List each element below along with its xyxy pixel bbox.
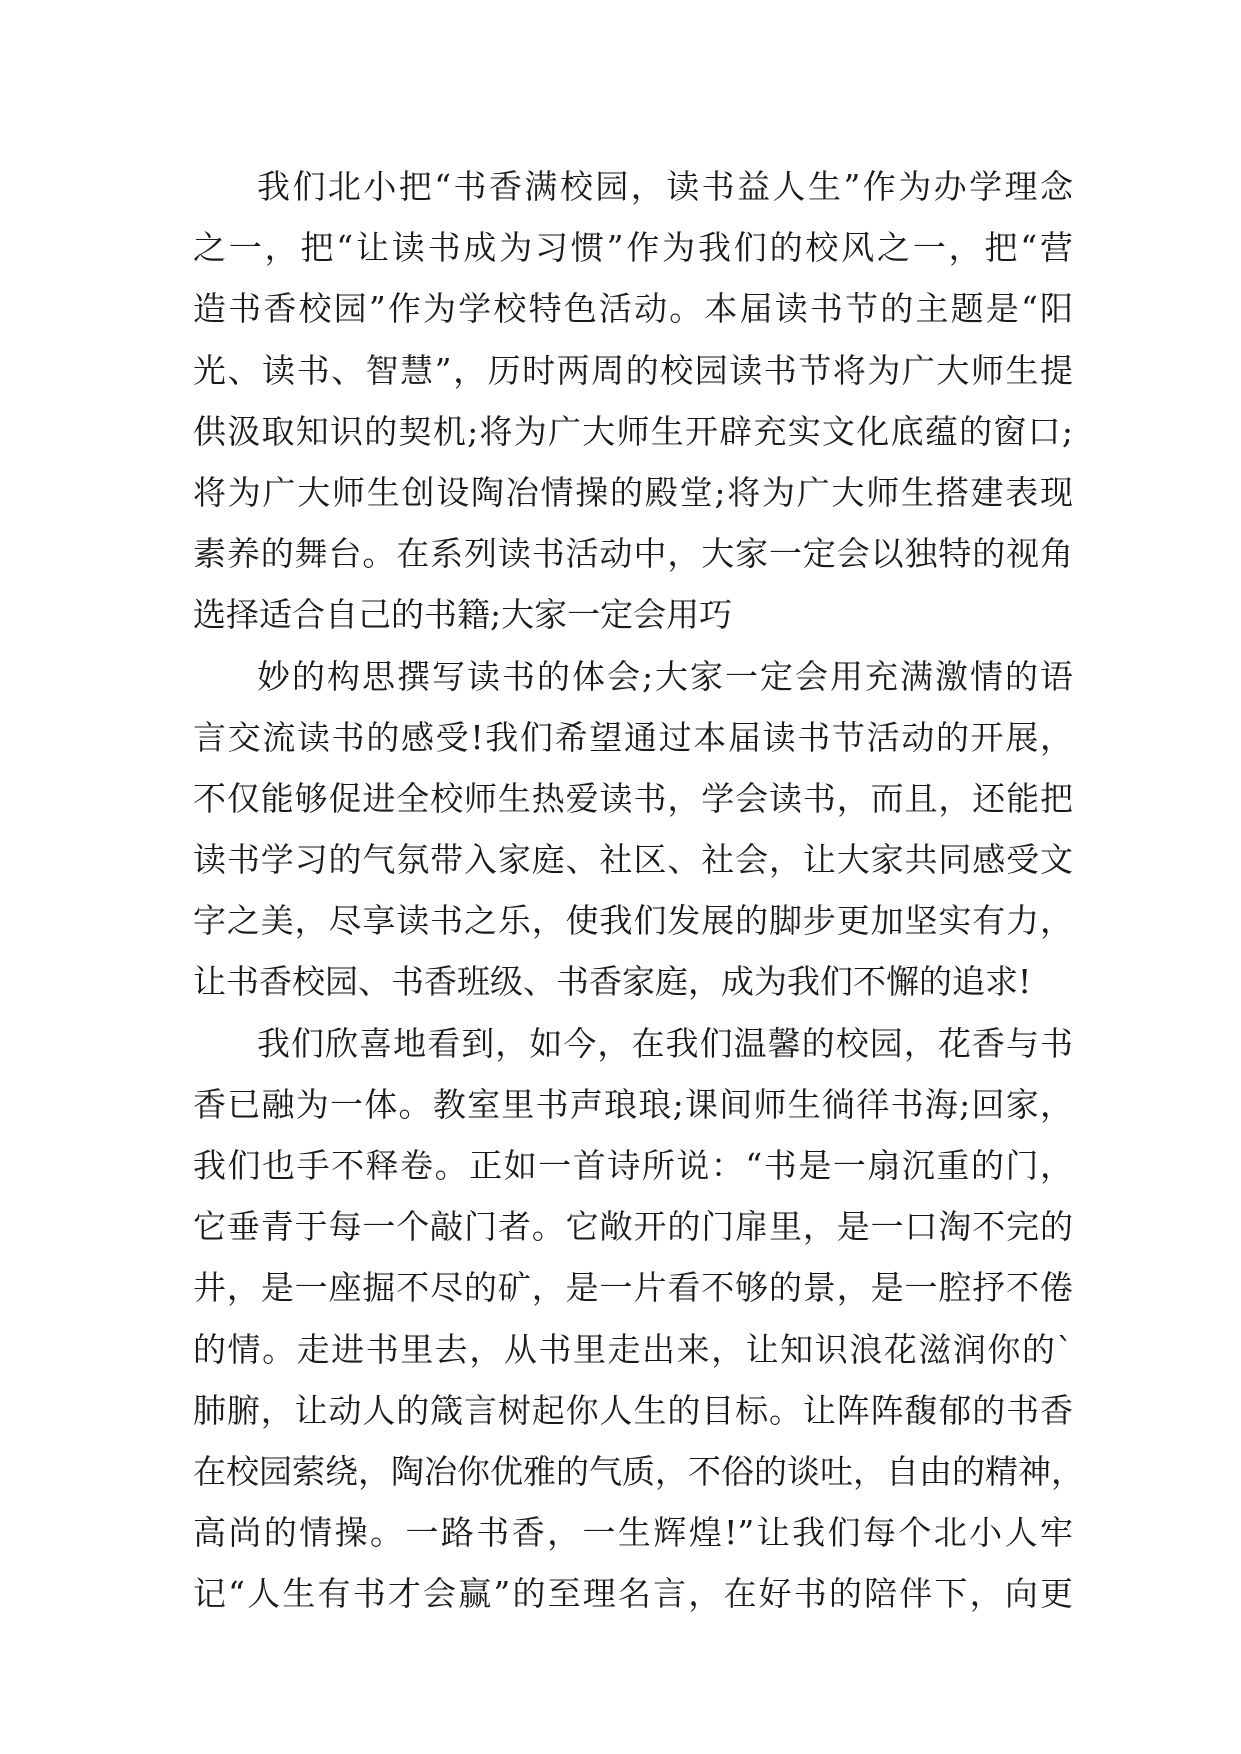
text-line: 记“人生有书才会赢”的至理名言，在好书的陪伴下，向更 [193,1574,1073,1614]
text-line: 我们欣喜地看到，如今，在我们温馨的校园，花香与书 [257,1023,1073,1063]
text-line: 在校园萦绕，陶冶你优雅的气质，不俗的谈吐，自由的精神， [193,1451,1084,1491]
text-line: 读书学习的气氛带入家庭、社区、社会，让大家共同感受文 [193,840,1073,880]
text-line: 选择适合自己的书籍;大家一定会用巧 [193,595,733,635]
text-line: 高尚的情操。一路书香，一生辉煌!”让我们每个北小人牢 [193,1513,1073,1553]
text-line: 言交流读书的感受!我们希望通过本届读书节活动的开展， [193,717,1073,757]
text-line: 不仅能够促进全校师生热爱读书，学会读书，而且，还能把 [193,778,1073,818]
text-line: 我们也手不释卷。正如一首诗所说：“书是一扇沉重的门， [193,1146,1073,1185]
text-line: 肺腑，让动人的箴言树起你人生的目标。让阵阵馥郁的书香 [193,1390,1073,1430]
text-line: 供汲取知识的契机;将为广大师生开辟充实文化底蕴的窗口; [193,411,1073,451]
text-line: 让书香校园、书香班级、书香家庭，成为我们不懈的追求! [193,962,1032,1002]
text-line: 之一，把“让读书成为习惯”作为我们的校风之一，把“营 [193,228,1073,268]
text-line: 素养的舞台。在系列读书活动中，大家一定会以独特的视角 [193,534,1073,574]
text-line: 我们北小把“书香满校园，读书益人生”作为办学理念 [257,167,1073,206]
text-line: 将为广大师生创设陶冶情操的殿堂;将为广大师生搭建表现 [193,472,1073,512]
text-line: 光、读书、智慧”，历时两周的校园读书节将为广大师生提 [193,350,1073,390]
text-line: 字之美，尽享读书之乐，使我们发展的脚步更加坚实有力， [193,901,1073,941]
text-line: 香已融为一体。教室里书声琅琅;课间师生徜徉书海;回家， [193,1084,1073,1124]
text-line: 井，是一座掘不尽的矿，是一片看不够的景，是一腔抒不倦 [193,1268,1073,1308]
text-line: 它垂青于每一个敲门者。它敞开的门扉里，是一口淘不完的 [193,1207,1073,1247]
text-line: 的情。走进书里去，从书里走出来，让知识浪花滋润你的` [193,1329,1073,1369]
text-line: 造书香校园”作为学校特色活动。本届读书节的主题是“阳 [193,289,1073,329]
text-line: 妙的构思撰写读书的体会;大家一定会用充满激情的语 [257,656,1073,696]
body-text [193,156,1084,1625]
